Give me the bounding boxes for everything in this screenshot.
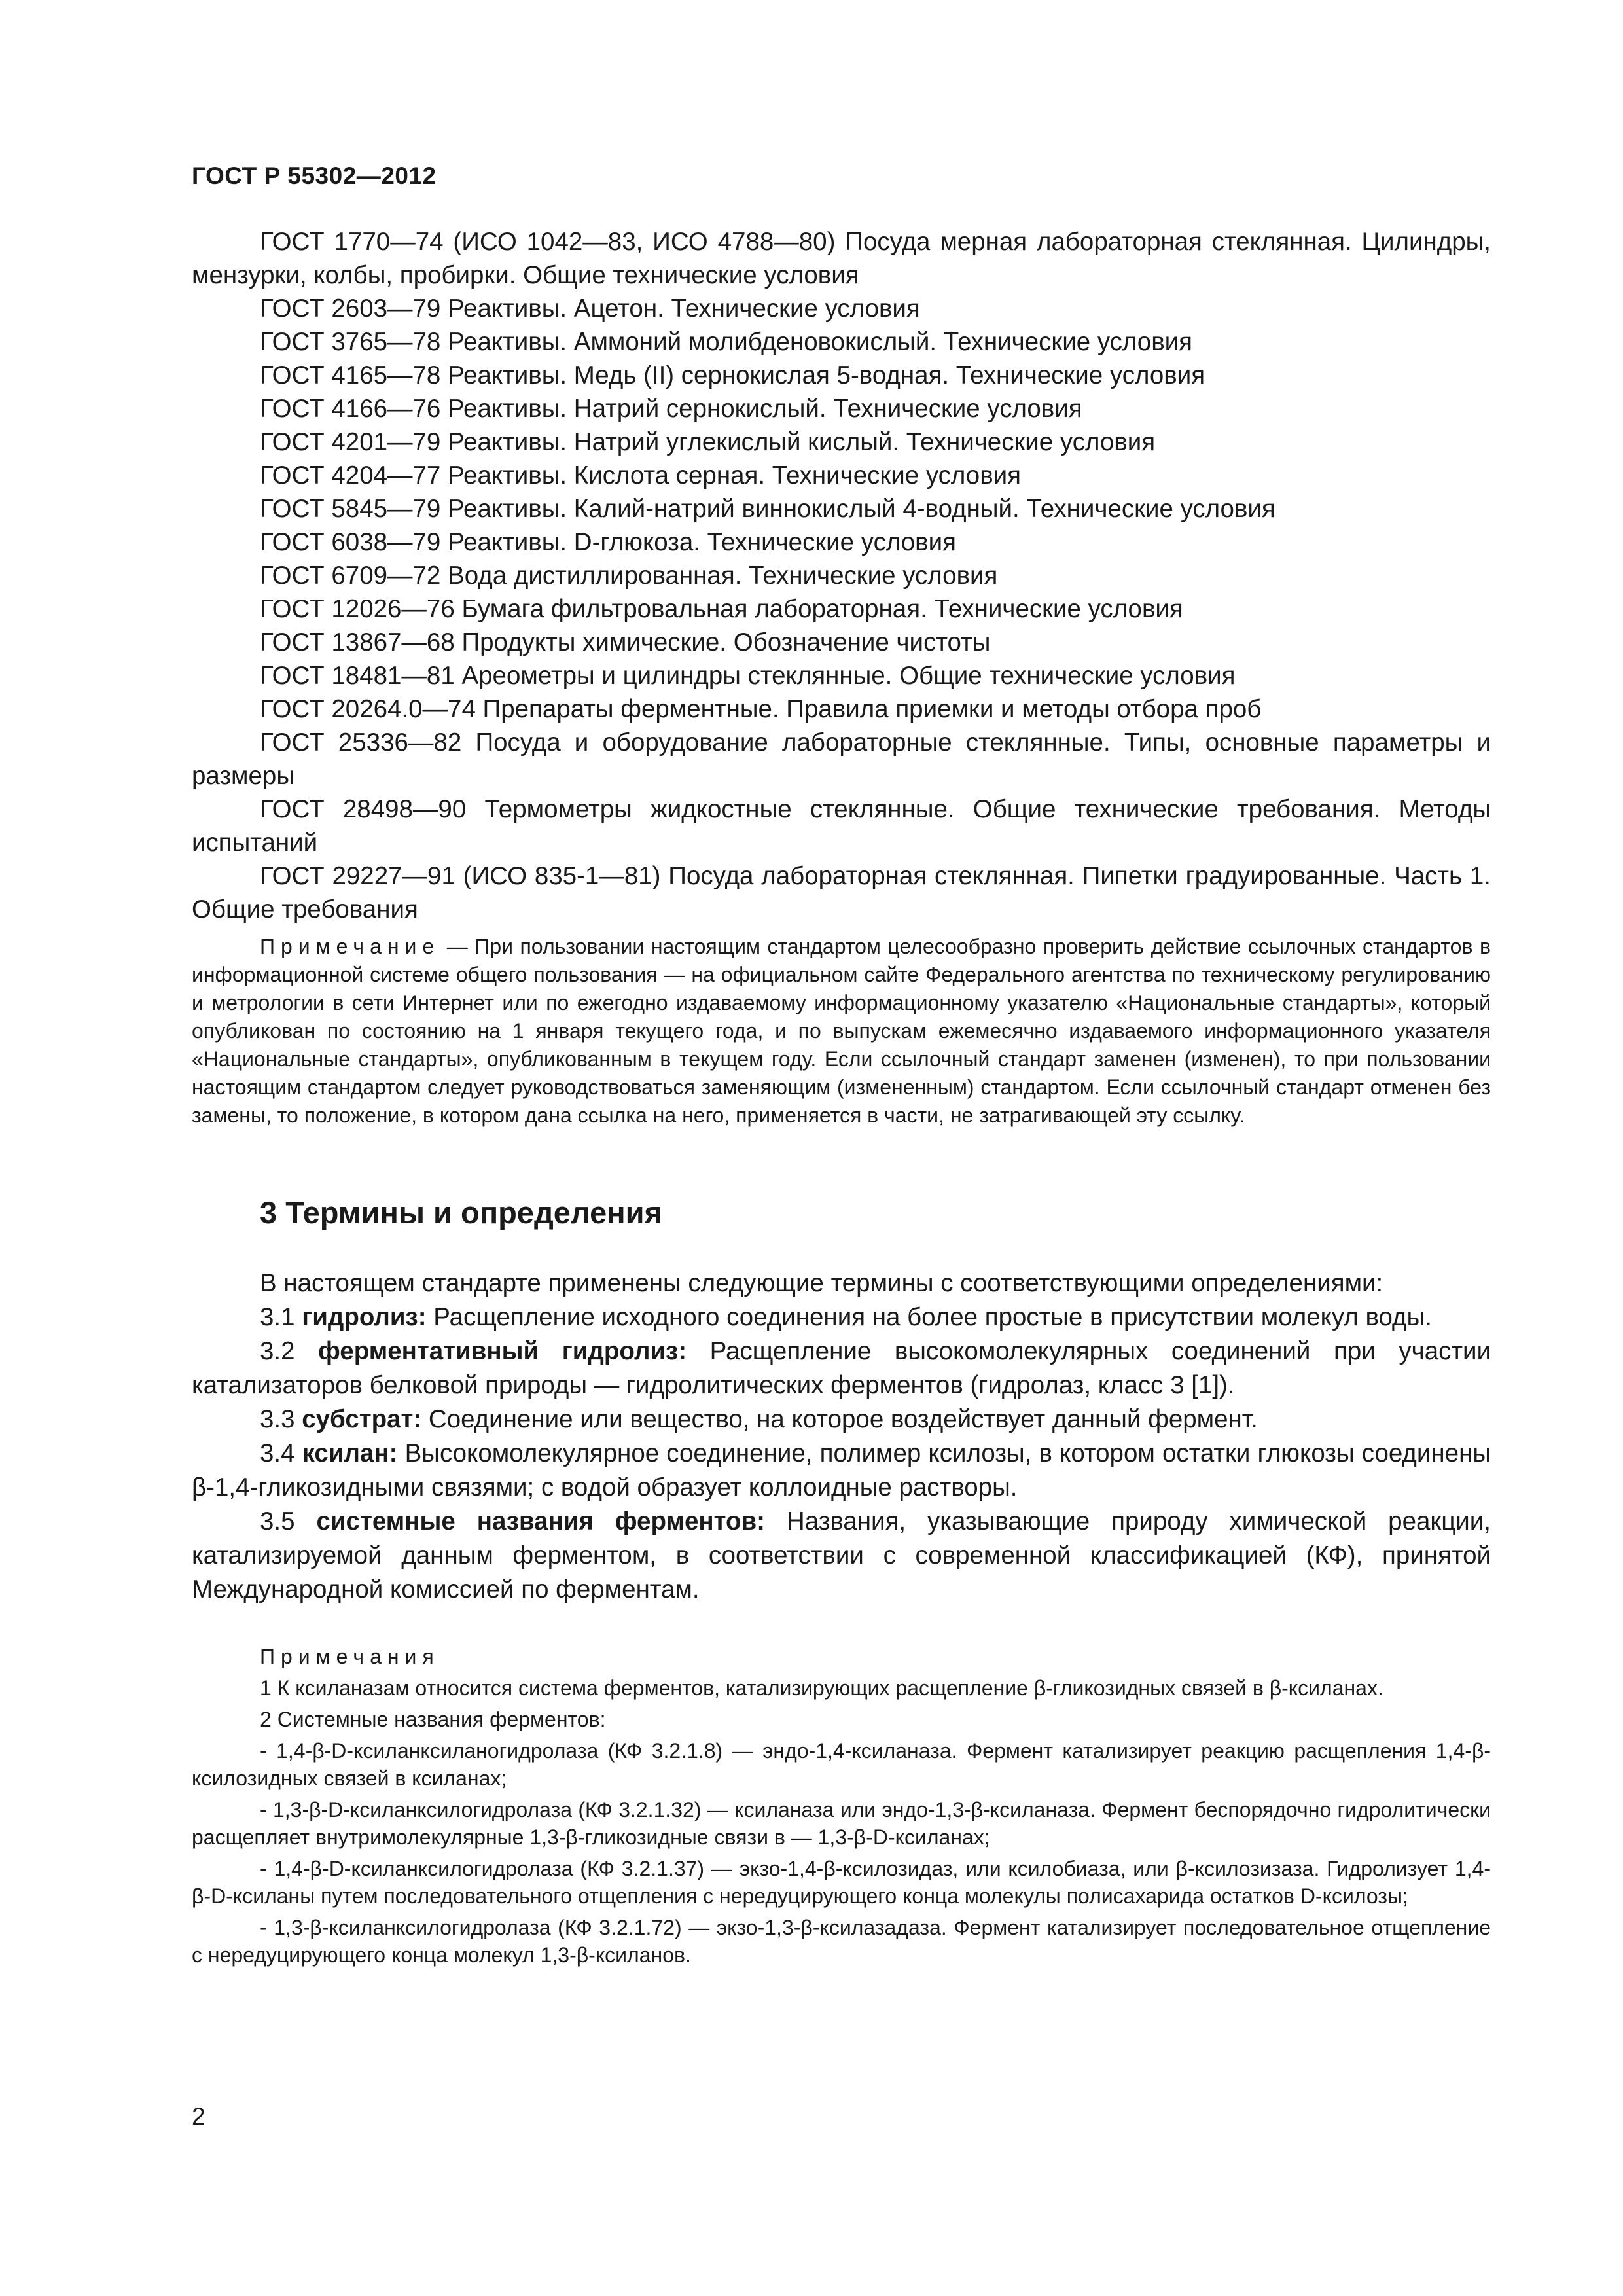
reference-item: ГОСТ 6038—79 Реактивы. D-глюкоза. Технические условия bbox=[260, 528, 956, 556]
term-item: 3.4 ксилан: Высокомолекулярное соединение, полимер ксилозы, в котором остатки глюкозы соединены β-1,4-гликозидными связями; с водой образует коллоидные растворы. bbox=[192, 1439, 1491, 1501]
page-number: 2 bbox=[192, 2103, 205, 2130]
terms-list bbox=[192, 1266, 1491, 1607]
note-item: - 1,3-β-D-ксиланксилогидролаза (КФ 3.2.1.32) — ксиланаза или эндо-1,3-β-ксиланаза. Фермент беспорядочно гидролитически расщепляет внутримолекулярные 1,3-β-гликозидные связи в — 1,3-β-D-ксиланах; bbox=[192, 1798, 1491, 1849]
reference-item: ГОСТ 4201—79 Реактивы. Натрий углекислый кислый. Технические условия bbox=[260, 428, 1156, 456]
term-definition: Названия, указывающие природу химической реакции, катализируемой данным ферментом, в соответствии с современной классификацией (КФ), принятой Международной комиссией по ферментам. bbox=[192, 1507, 1491, 1604]
term-name: ферментативный гидролиз: bbox=[318, 1337, 687, 1365]
term-definition: Расщепление исходного соединения на более простые в присутствии молекул воды. bbox=[426, 1303, 1432, 1331]
term-item: 3.1 гидролиз: Расщепление исходного соединения на более простые в присутствии молекул воды. bbox=[260, 1303, 1432, 1331]
document-header: ГОСТ Р 55302—2012 bbox=[192, 162, 437, 189]
reference-item: ГОСТ 28498—90 Термометры жидкостные стеклянные. Общие технические требования. Методы испытаний bbox=[192, 795, 1491, 857]
reference-item: ГОСТ 12026—76 Бумага фильтровальная лабораторная. Технические условия bbox=[260, 595, 1183, 623]
reference-item: ГОСТ 4165—78 Реактивы. Медь (II) сернокислая 5-водная. Технические условия bbox=[260, 361, 1205, 389]
reference-item: ГОСТ 3765—78 Реактивы. Аммоний молибденовокислый. Технические условия bbox=[260, 328, 1193, 356]
reference-item: ГОСТ 29227—91 (ИСО 835-1—81) Посуда лабораторная стеклянная. Пипетки градуированные. Часть 1. Общие требования bbox=[192, 862, 1491, 924]
term-definition: Высокомолекулярное соединение, полимер ксилозы, в котором остатки глюкозы соединены β-1,4-гликозидными связями; с водой образует коллоидные растворы. bbox=[192, 1439, 1491, 1501]
terms-intro: В настоящем стандарте применены следующие термины с соответствующими определениями: bbox=[260, 1269, 1383, 1297]
reference-item: ГОСТ 25336—82 Посуда и оборудование лабораторные стеклянные. Типы, основные параметры и размеры bbox=[192, 728, 1491, 790]
note-text: — При пользовании настоящим стандартом целесообразно проверить действие ссылочных стандартов в информационной системе общего пользования — на официальном сайте Федерального агентства по техническому регулированию и метрологии в сети Интернет или по ежегодно издаваемому информационному указателю «Национальные стандарты», который опубликован по состоянию на 1 января текущего года, и по выпускам ежемесячно издаваемого информационного указателя «Национальные стандарты», опубликованным в текущем году. Если ссылочный стандарт заменен (изменен), то при пользовании настоящим стандартом следует руководствоваться заменяющим (измененным) стандартом. Если ссылочный стандарт отменен без замены, то положение, в котором дана ссылка на него, применяется в части, не затрагивающей эту ссылку. bbox=[192, 935, 1491, 1127]
reference-item: ГОСТ 2603—79 Реактивы. Ацетон. Технические условия bbox=[260, 295, 920, 323]
reference-item: ГОСТ 4166—76 Реактивы. Натрий сернокислый. Технические условия bbox=[260, 395, 1082, 423]
notes-title: Примечания bbox=[260, 1645, 440, 1668]
term-name: гидролиз: bbox=[302, 1303, 427, 1331]
note-label: Примечание bbox=[260, 935, 440, 958]
reference-item: ГОСТ 5845—79 Реактивы. Калий-натрий виннокислый 4-водный. Технические условия bbox=[260, 495, 1275, 523]
note-item: - 1,3-β-ксиланксилогидролаза (КФ 3.2.1.72) — экзо-1,3-β-ксилазадаза. Фермент катализирует последовательное отщепление с нередуцирующего конца молекул 1,3-β-ксиланов. bbox=[192, 1916, 1491, 1967]
terms-notes bbox=[192, 1643, 1491, 1973]
term-item: 3.2 ферментативный гидролиз: Расщепление высокомолекулярных соединений при участии катализаторов белковой природы — гидролитических ферментов (гидролаз, класс 3 [1]). bbox=[192, 1337, 1491, 1399]
reference-item: ГОСТ 18481—81 Ареометры и цилиндры стеклянные. Общие технические условия bbox=[260, 662, 1236, 690]
note-item: - 1,4-β-D-ксиланксилогидролаза (КФ 3.2.1.37) — экзо-1,4-β-ксилозидаз, или ксилобиаза, или β-ксилозизаза. Гидролизует 1,4-β-D-ксиланы путем последовательного отщепления с нередуцирующего конца молекулы полисахарида остатков D-ксилозы; bbox=[192, 1857, 1491, 1908]
references-note bbox=[192, 933, 1491, 1130]
reference-item: ГОСТ 6709—72 Вода дистиллированная. Технические условия bbox=[260, 562, 998, 590]
term-item: 3.5 системные названия ферментов: Названия, указывающие природу химической реакции, катализируемой данным ферментом, в соответствии с современной классификацией (КФ), принятой Международной комиссией по ферментам. bbox=[192, 1507, 1491, 1604]
section-title: 3 Термины и определения bbox=[260, 1195, 662, 1230]
term-definition: Соединение или вещество, на которое воздействует данный фермент. bbox=[421, 1405, 1258, 1433]
term-name: системные названия ферментов: bbox=[316, 1507, 765, 1535]
term-item: 3.3 субстрат: Соединение или вещество, на которое воздействует данный фермент. bbox=[260, 1405, 1258, 1433]
term-definition: Расщепление высокомолекулярных соединений при участии катализаторов белковой природы — гидролитических ферментов (гидролаз, класс 3 [1]). bbox=[192, 1337, 1491, 1399]
reference-item: ГОСТ 1770—74 (ИСО 1042—83, ИСО 4788—80) Посуда мерная лабораторная стеклянная. Цилиндры, мензурки, колбы, пробирки. Общие технические условия bbox=[192, 228, 1491, 289]
note-item: 2 Системные названия ферментов: bbox=[260, 1708, 606, 1731]
reference-item: ГОСТ 13867—68 Продукты химические. Обозначение чистоты bbox=[260, 628, 991, 656]
note-item: 1 К ксиланазам относится система ферментов, катализирующих расщепление β-гликозидных связей в β-ксиланах. bbox=[260, 1676, 1383, 1700]
normative-references bbox=[192, 225, 1491, 926]
term-name: ксилан: bbox=[302, 1439, 398, 1467]
term-name: субстрат: bbox=[302, 1405, 422, 1433]
reference-item: ГОСТ 20264.0—74 Препараты ферментные. Правила приемки и методы отбора проб bbox=[260, 695, 1262, 723]
note-item: - 1,4-β-D-ксиланксиланогидролаза (КФ 3.2.1.8) — эндо-1,4-ксиланаза. Фермент катализирует реакцию расщепления 1,4-β-ксилозидных связей в ксиланах; bbox=[192, 1739, 1491, 1790]
reference-item: ГОСТ 4204—77 Реактивы. Кислота серная. Технические условия bbox=[260, 461, 1022, 490]
